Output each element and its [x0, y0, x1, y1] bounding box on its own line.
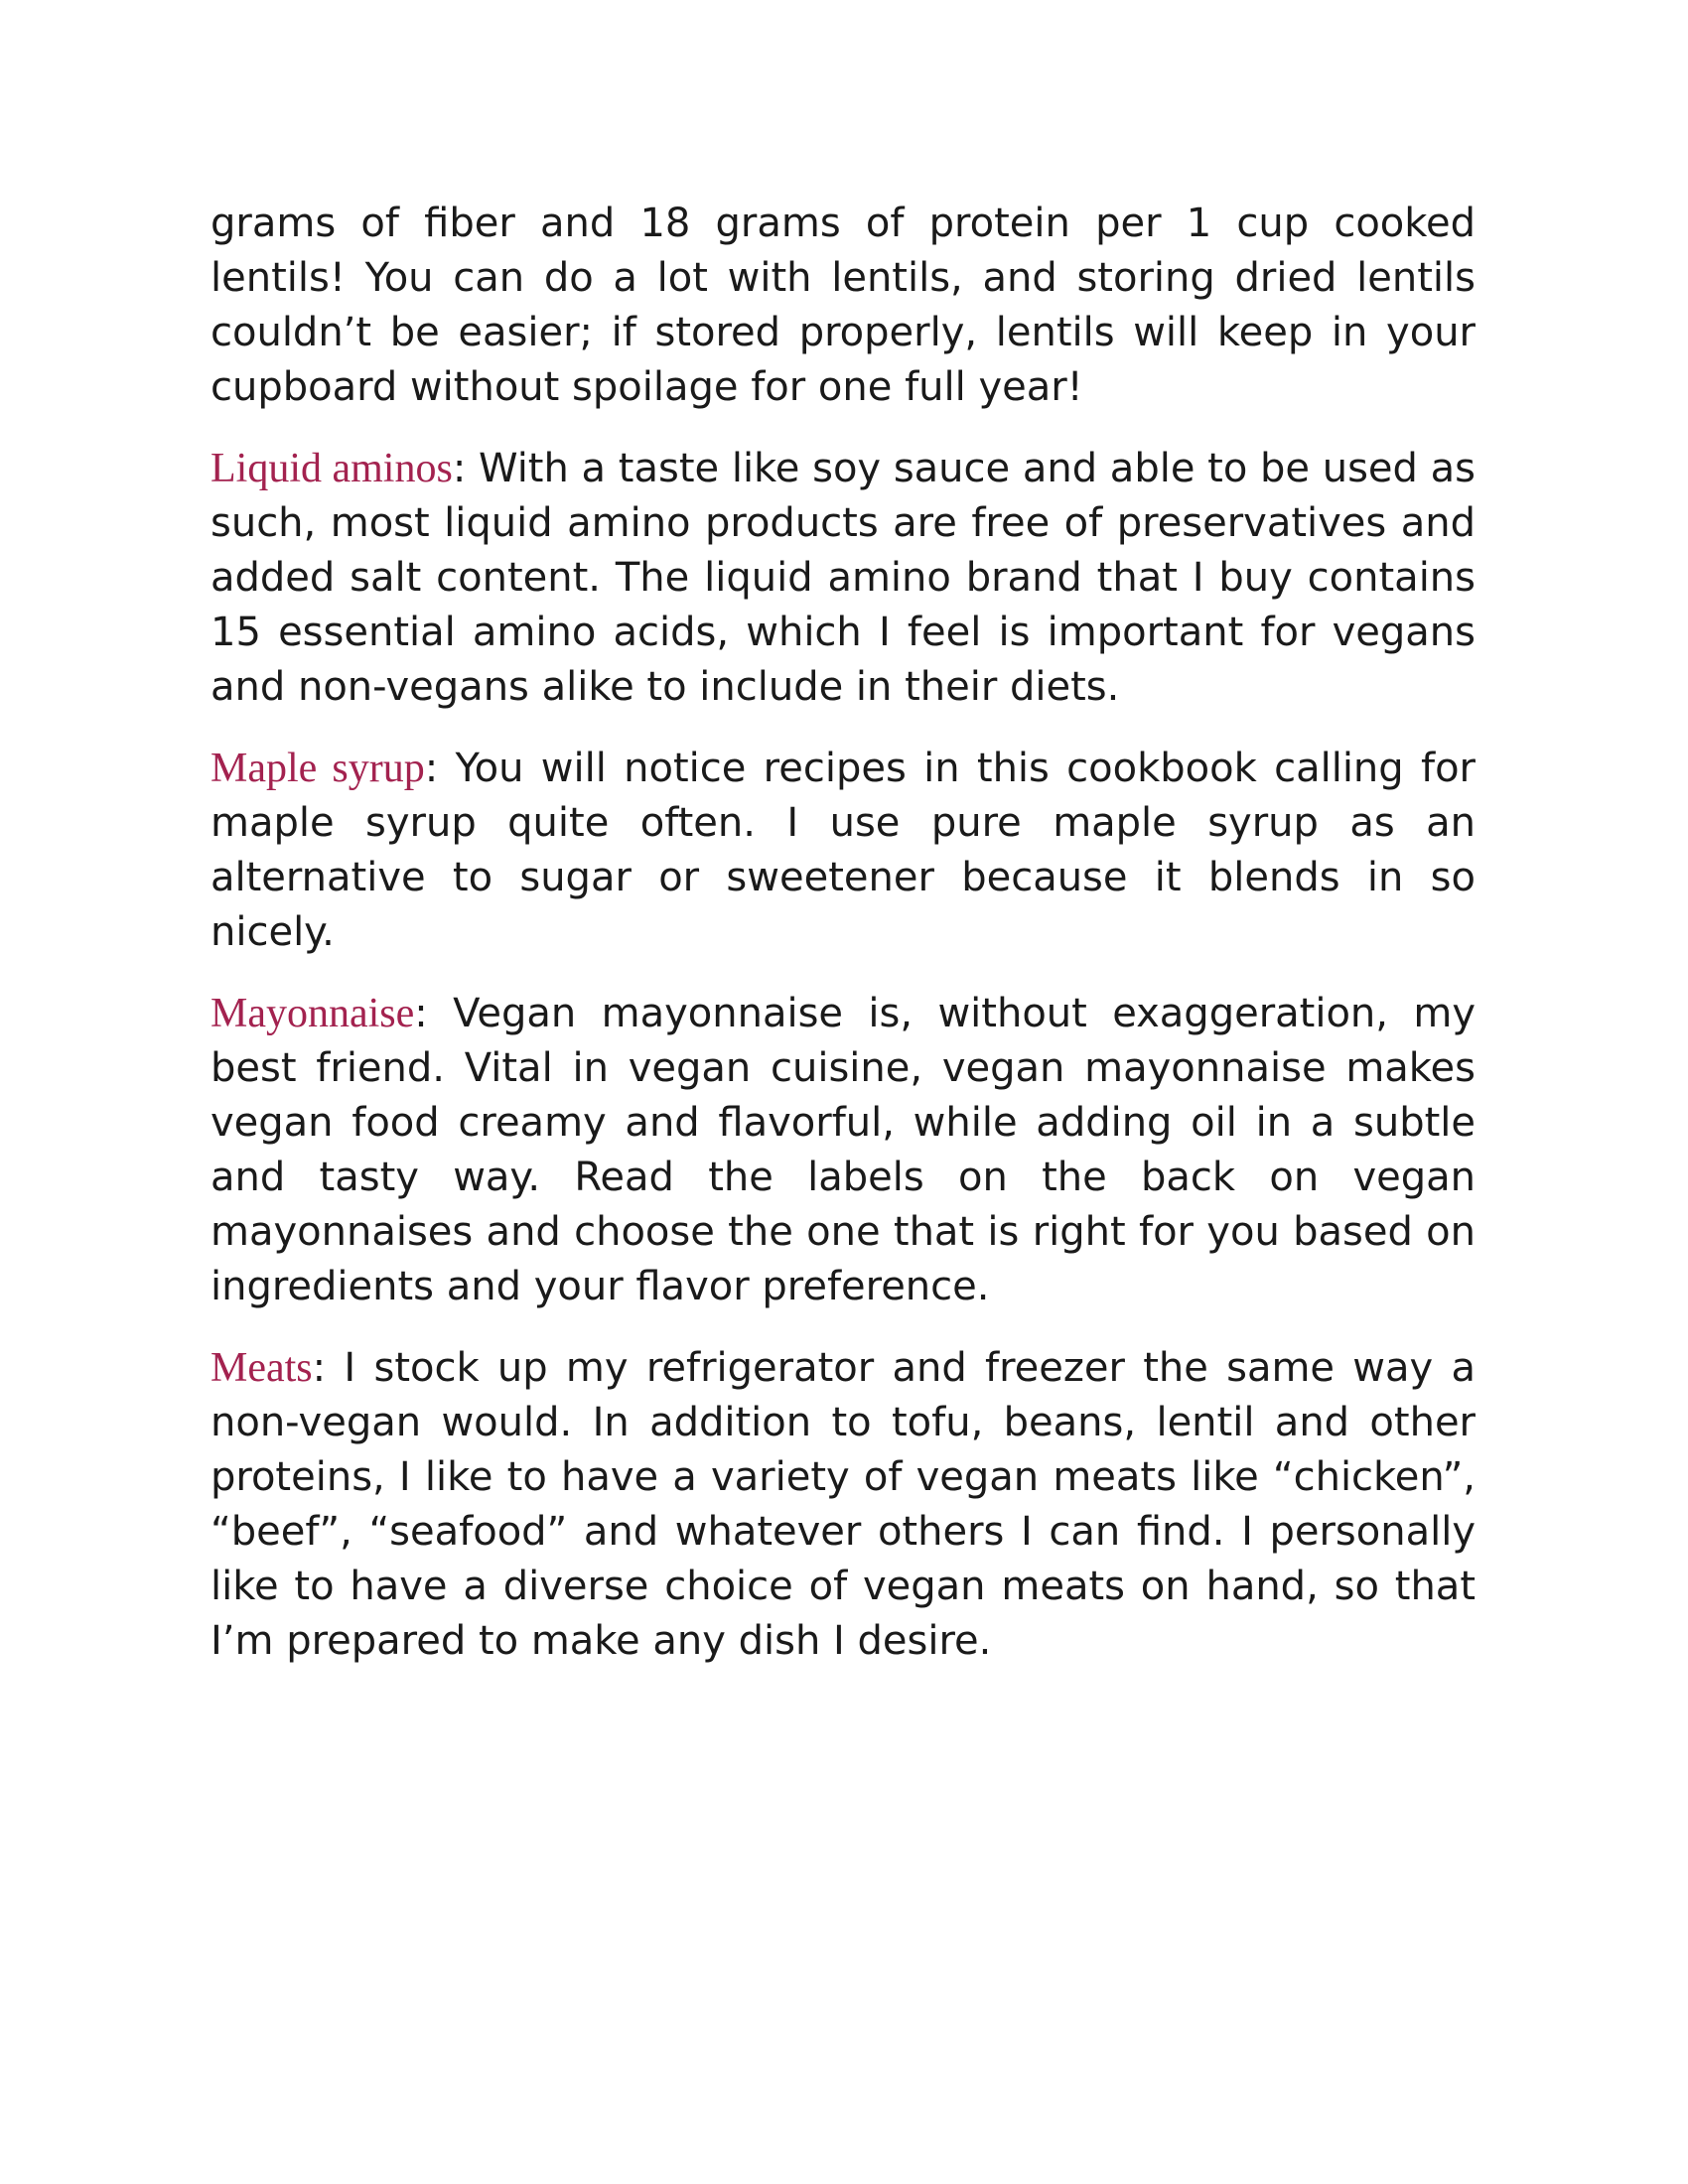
entry-term: Liquid aminos — [211, 446, 453, 491]
entry-body: : You will notice recipes in this cookbook calling for maple syrup quite often. I use pure maple syrup as an alternative to sugar or sweetener because it blends in so nicely. — [211, 746, 1476, 955]
entry-body: : Vegan mayonnaise is, without exaggeration, my best friend. Vital in vegan cuisine, vegan mayonnaise makes vegan food creamy and flavorful, while adding oil in a subtle and tasty way. Read the labels on the back on vegan mayonnaises and choose the one that is right for you based on ingredients and your flavor preference. — [211, 991, 1476, 1309]
intro-paragraph: grams of fiber and 18 grams of protein per 1 cup cooked lentils! You can do a lot with lentils, and storing dried lentils couldn’t be easier; if stored properly, lentils will keep in your cupboard without spoilage for one full year! — [211, 201, 1476, 410]
entry-meats — [211, 1341, 1476, 1669]
entry-body: : With a taste like soy sauce and able to be used as such, most liquid amino products are free of preservatives and added salt content. The liquid amino brand that I buy contains 15 essential amino acids, which I feel is important for vegans and non-vegans alike to include in their diets. — [211, 446, 1476, 710]
entry-body: : I stock up my refrigerator and freezer the same way a non-vegan would. In addition to tofu, beans, lentil and other proteins, I like to have a variety of vegan meats like “chicken”, “beef”, “seafood” and whatever others I can find. I personally like to have a diverse choice of vegan meats on hand, so that I’m prepared to make any dish I desire. — [211, 1345, 1476, 1664]
entry-term: Meats — [211, 1345, 313, 1391]
entry-maple-syrup — [211, 742, 1476, 960]
entry-liquid-aminos — [211, 442, 1476, 715]
entry-term: Maple syrup — [211, 746, 425, 791]
entry-term: Mayonnaise — [211, 991, 415, 1036]
page-content — [211, 197, 1476, 1696]
entry-mayonnaise — [211, 987, 1476, 1314]
